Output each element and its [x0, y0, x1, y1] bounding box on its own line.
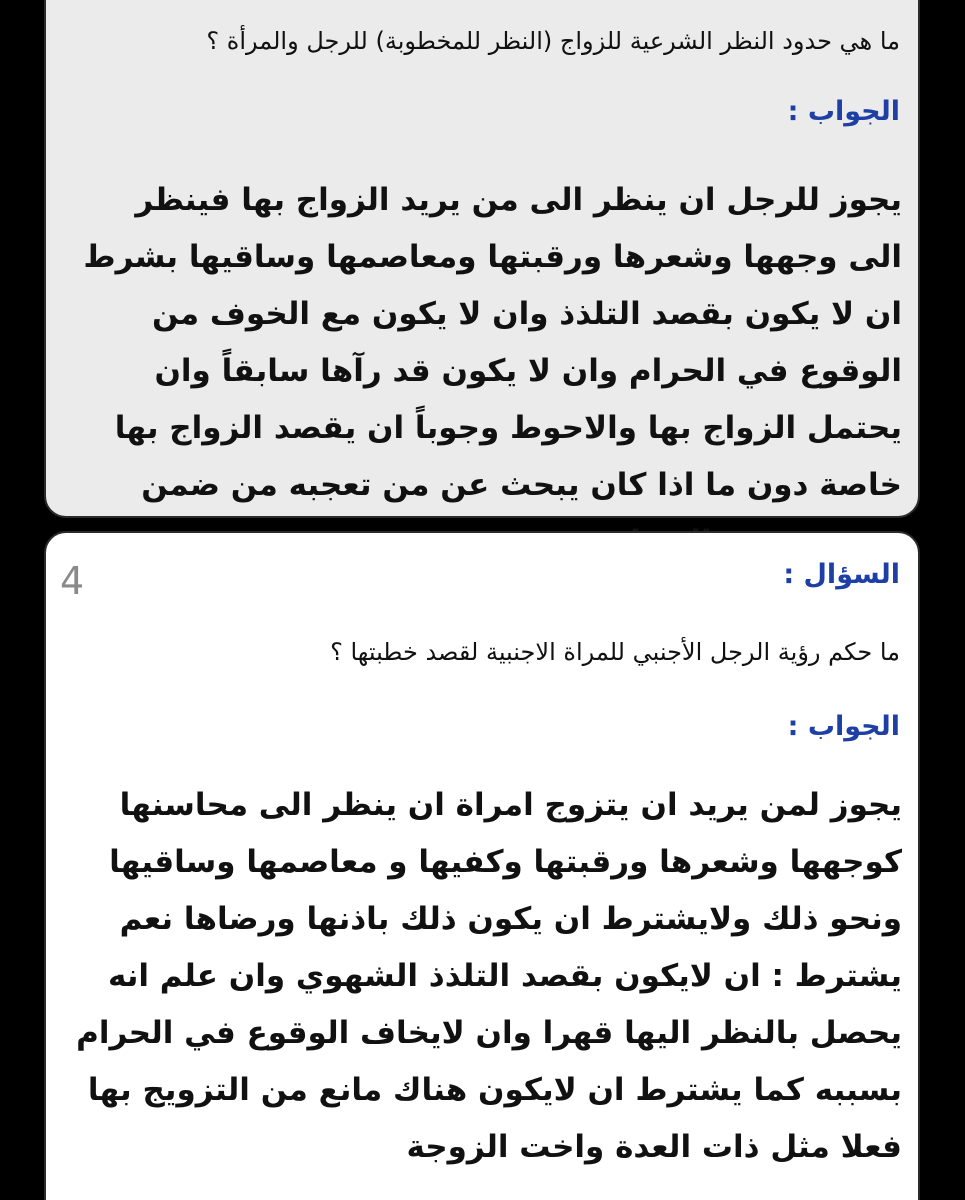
- answer-label: الجواب :: [787, 96, 900, 127]
- question-text: ما حكم رؤية الرجل الأجنبي للمراة الاجنبية لقصد خطبتها ؟: [330, 638, 900, 666]
- qa-card-previous: [44, 0, 920, 518]
- card-number: 4: [60, 559, 85, 603]
- question-text: ما هي حدود النظر الشرعية للزواج (النظر للمخطوبة) للرجل والمرأة ؟: [206, 27, 900, 55]
- question-label: السؤال :: [783, 559, 900, 590]
- qa-card-4: [44, 531, 920, 1200]
- answer-label: الجواب :: [787, 711, 900, 742]
- answer-text: يجوز للرجل ان ينظر الى من يريد الزواج بها فينظر الى وجهها وشعرها ورقبتها ومعاصمها وساقيها بشرط ان لا يكون بقصد التلذذ وان لا يكون مع الخوف من الوقوع في الحرام وان لا يكون قد رآها سابقاً وان يحتمل الزواج بها والاحوط وجوباً ان يقصد الزواج بها خاصة دون ما اذا كان يبحث عن من تعجبه من ضمن: [83, 182, 902, 503]
- answer-text: يجوز لمن يريد ان يتزوج امراة ان ينظر الى محاسنها كوجهها وشعرها ورقبتها وكفيها و معاصمها وساقيها ونحو ذلك ولايشترط ان يكون ذلك باذنها ورضاها نعم يشترط : ان لايكون بقصد التلذذ الشهوي وان علم انه يحصل بالنظر اليها قهرا وان لايخاف الوقوع في الحرام بسببه كما يشترط ان لايكون هناك مانع من التزويج بها فعلا مثل ذات العدة واخت الزوجة: [76, 787, 902, 1165]
